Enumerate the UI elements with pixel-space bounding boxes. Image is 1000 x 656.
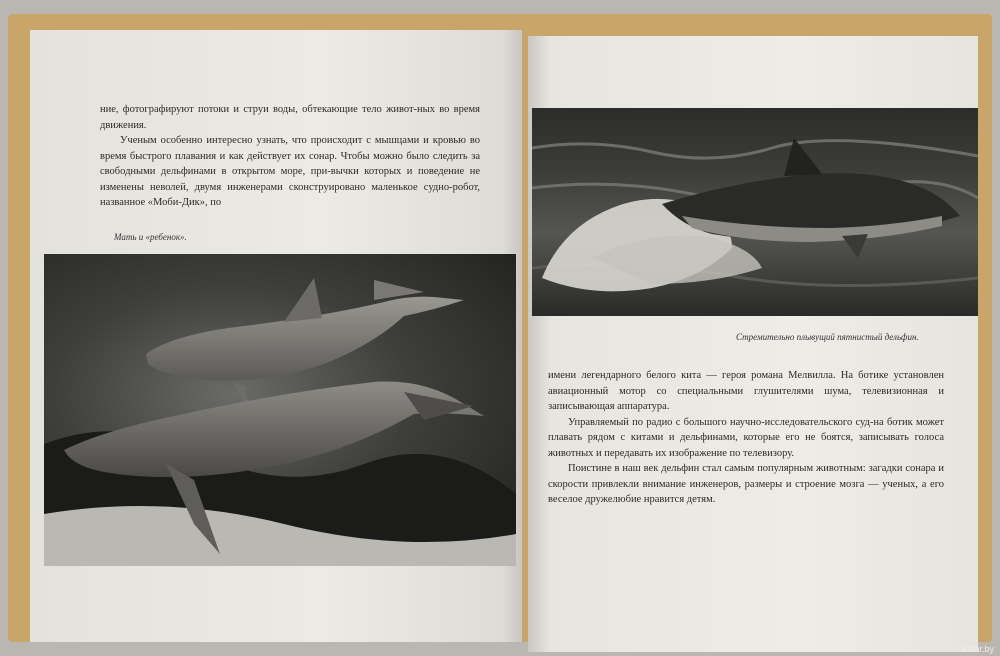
photo-mother-and-calf bbox=[44, 254, 516, 566]
open-book bbox=[8, 14, 992, 642]
photo-spotted-dolphin bbox=[532, 108, 978, 316]
right-paragraph-1: имени легендарного белого кита — героя романа Мелвилла. На ботике установлен авиационный мотор со специальными глушителями шума, телевизионная и записывающая аппаратура. bbox=[548, 370, 944, 412]
left-paragraph-2: Ученым особенно интересно узнать, что происходит с мышцами и кровью во время быстрого плавания и как действует их сонар. Чтобы можно было следить за свободными дельфинами в открытом море, при-вычки которых и поведение не изменены неволей, двумя инженерами сконструировано маленькое судно-робот, названное «Моби-Дик», по bbox=[100, 135, 480, 208]
right-page bbox=[528, 36, 978, 652]
left-page bbox=[30, 30, 522, 642]
left-photo-caption: Мать и «ребенок». bbox=[114, 232, 187, 242]
right-paragraph-3: Поистине в наш век дельфин стал самым популярным животным: загадки сонара и скорости привлекли внимание инженеров, размеры и строение мозга — ученых, а его веселое дружелюбие нравится детям. bbox=[548, 463, 944, 505]
left-paragraph-1: ние, фотографируют потоки и струи воды, обтекающие тело живот-ных во время движения. bbox=[100, 104, 480, 131]
left-page-text bbox=[100, 102, 480, 211]
right-photo-caption: Стремительно плывущий пятнистый дельфин. bbox=[736, 332, 919, 342]
right-paragraph-2: Управляемый по радио с большого научно-исследовательского суд-на ботик может плавать рядом с китами и дельфинами, которые его не боятся, записывать голоса животных и передавать их изображение по телевизору. bbox=[548, 416, 944, 459]
right-page-text bbox=[548, 368, 944, 508]
watermark: kufar.by bbox=[962, 644, 994, 654]
